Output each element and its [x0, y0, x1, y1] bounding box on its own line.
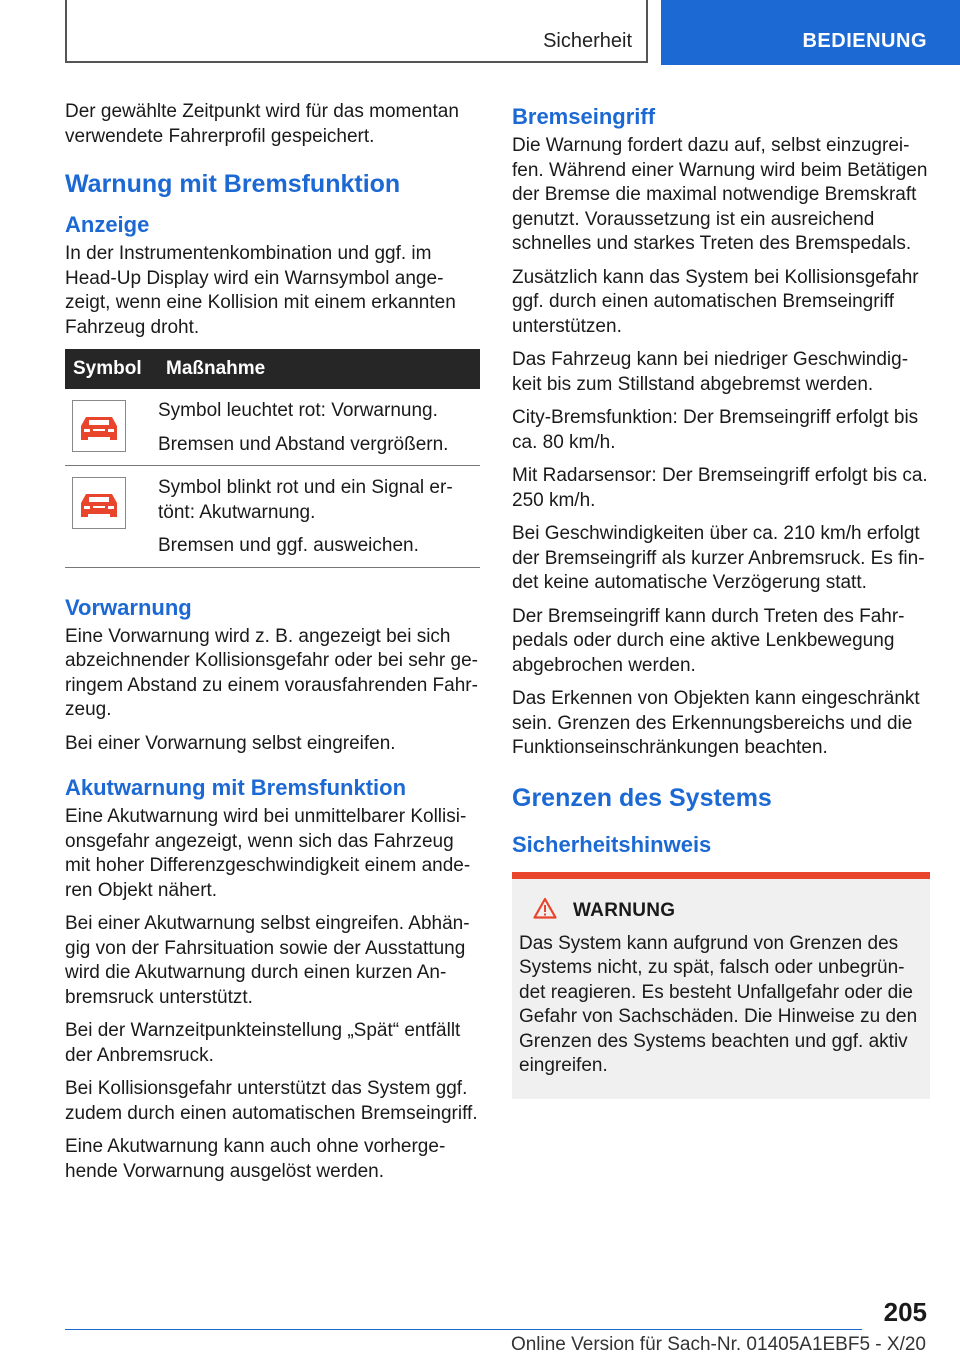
car-warning-icon — [72, 477, 126, 529]
bremseingriff-paragraph: City-Bremsfunktion: Der Bremseingriff erfolgt bis ca. 80 km/h. — [512, 407, 919, 453]
action-line: Symbol blinkt rot und ein Signal ertönt: Akutwarnung. — [158, 477, 453, 523]
akut-paragraph: Bei der Warnzeitpunkteinstellung „Spät“ entfällt der Anbremsruck. — [65, 1020, 461, 1066]
symbol-table — [65, 349, 480, 568]
heading-akutwarnung: Akutwarnung mit Bremsfunktion — [65, 775, 407, 800]
page-number: 205 — [883, 1297, 927, 1327]
symbol-table-header — [65, 349, 480, 389]
bremseingriff-paragraph: Bei Geschwindigkeiten über ca. 210 km/h erfolgt der Bremseingriff als kurzer Anbremsruck. Es findet keine automatische Verzögerung statt. — [512, 523, 925, 593]
action-line: Symbol leuchtet rot: Vorwarnung. — [158, 400, 438, 421]
anzeige-paragraph: In der Instrumentenkombination und ggf. im Head-Up Display wird ein Warnsymbol angezeigt, wenn eine Kollision mit einem erkannten Fahrzeug droht. — [65, 243, 456, 338]
header-section-box — [65, 0, 648, 63]
heading-warnung-bremsfunktion: Warnung mit Bremsfunktion — [65, 170, 401, 198]
action-line: Bremsen und ggf. ausweichen. — [158, 535, 419, 556]
bremseingriff-paragraph: Der Bremseingriff kann durch Treten des Fahrpedals oder durch eine aktive Lenkbewegung abgebrochen werden. — [512, 605, 905, 676]
bremseingriff-paragraph: Zusätzlich kann das System bei Kollisionsgefahr ggf. durch einen automatischen Bremseingriff unterstützen. — [512, 266, 919, 337]
warning-title: WARNUNG — [573, 899, 676, 921]
warning-header — [533, 897, 920, 925]
heading-bremseingriff: Bremseingriff — [512, 104, 656, 129]
heading-sicherheitshinweis: Sicherheitshinweis — [512, 831, 712, 857]
footer-divider — [65, 1329, 862, 1330]
table-row — [65, 466, 480, 568]
footer-note: Online Version für Sach-Nr. 01405A1EBF5 - X/20 — [510, 1334, 926, 1355]
heading-anzeige: Anzeige — [65, 212, 150, 237]
symbol-cell — [65, 389, 158, 466]
vorwarnung-paragraph: Bei einer Vorwarnung selbst eingreifen. — [65, 732, 396, 754]
table-row — [65, 389, 480, 466]
vorwarnung-paragraph: Eine Vorwarnung wird z. B. angezeigt bei sich abzeichnender Kollisionsgefahr oder bei sehr geringem Abstand zu einem vorausfahrenden Fahrzeug. — [65, 625, 478, 720]
intro-paragraph: Der gewählte Zeitpunkt wird für das momentan verwendete Fahrerprofil gespeichert. — [65, 101, 459, 147]
warning-triangle-icon — [533, 897, 557, 925]
akut-paragraph: Bei einer Akutwarnung selbst eingreifen. Abhängig von der Fahrsituation sowie der Ausstattung wird die Akutwarnung durch einen kurzen Anbremsruck unterstützt. — [65, 913, 470, 1008]
bremseingriff-paragraph: Das Erkennen von Objekten kann eingeschränkt sein. Grenzen des Erkennungsbereichs und die Funktionseinschränkungen beachten. — [512, 688, 920, 758]
header-section-title: Sicherheit — [543, 30, 632, 52]
car-warning-icon — [72, 400, 126, 452]
heading-grenzen: Grenzen des Systems — [512, 783, 772, 812]
bremseingriff-paragraph: Mit Radarsensor: Der Bremseingriff erfolgt bis ca. 250 km/h. — [512, 465, 928, 511]
akut-paragraph: Eine Akutwarnung kann auch ohne vorhergehende Vorwarnung ausgelöst werden. — [65, 1136, 446, 1182]
warning-box — [512, 872, 930, 1099]
akut-paragraph: Bei Kollisionsgefahr unterstützt das System ggf. zudem durch einen automatischen Bremseingriff. — [65, 1078, 478, 1124]
bremseingriff-paragraph: Die Warnung fordert dazu auf, selbst einzugreifen. Während einer Warnung wird beim Betätigen der Bremse die maximal notwendige Bremskraft genutzt. Voraussetzung ist ein ausreichend schnelles und starkes Treten des Bremspedals. — [512, 135, 928, 254]
right-column — [512, 100, 930, 1099]
symbol-cell — [65, 466, 158, 568]
action-cell — [158, 466, 480, 568]
akut-paragraph: Eine Akutwarnung wird bei unmittelbarer Kollisionsgefahr angezeigt, wenn sich das Fahrzeug mit hoher Differenzgeschwindigkeit einem anderen Objekt nähert. — [65, 806, 471, 901]
col-header-massnahme: Maßnahme — [158, 349, 480, 389]
header-chapter-title: BEDIENUNG — [802, 30, 927, 52]
heading-vorwarnung: Vorwarnung — [65, 594, 192, 620]
action-line: Bremsen und Abstand vergrößern. — [158, 433, 449, 455]
col-header-symbol: Symbol — [65, 349, 158, 389]
bremseingriff-paragraph: Das Fahrzeug kann bei niedriger Geschwindigkeit bis zum Stillstand abgebremst werden. — [512, 349, 909, 395]
header-chapter-tab — [661, 0, 960, 65]
warning-text: Das System kann aufgrund von Grenzen des Systems nicht, zu spät, falsch oder unbegründet reagieren. Es besteht Unfallgefahr oder die Gefahr von Sachschäden. Die Hinweise zu den Grenzen des Systems beachten und ggf. aktiv eingreifen. — [519, 932, 918, 1076]
left-column — [65, 100, 480, 1193]
action-cell — [158, 389, 480, 466]
